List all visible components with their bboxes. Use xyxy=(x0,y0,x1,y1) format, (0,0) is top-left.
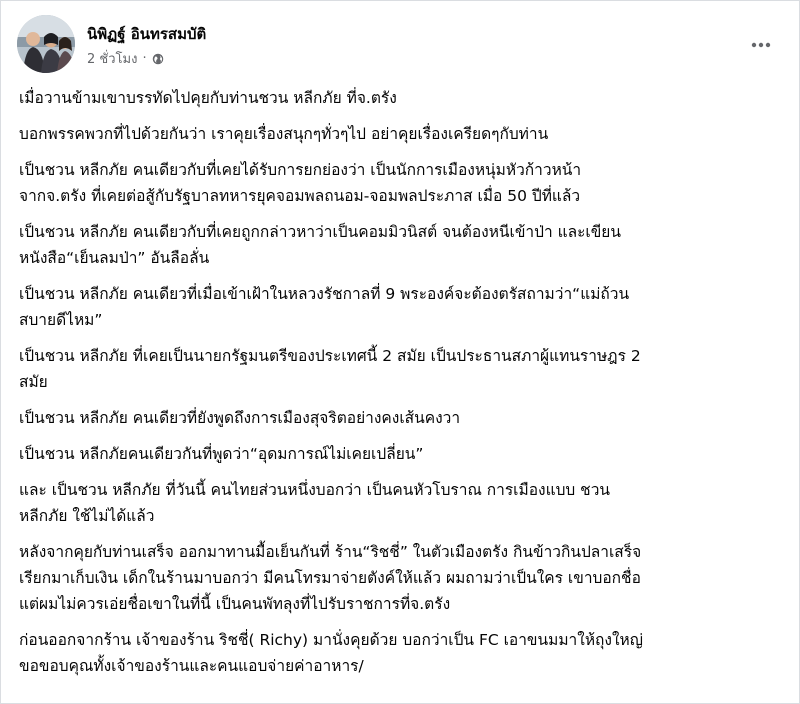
more-horizontal-icon xyxy=(751,42,771,48)
post-paragraph: บอกพรรคพวกที่ไปด้วยกันว่า เราคุยเรื่องสนุกๆทั่วๆไป อย่าคุยเรื่องเครียดๆกับท่าน xyxy=(19,125,549,143)
avatar[interactable] xyxy=(17,15,75,73)
post-paragraph: เป็นชวน หลีกภัย คนเดียวกับที่เคยได้รับการยกย่องว่า เป็นนักการเมืองหนุ่มหัวก้าวหน้า จากจ.ตรัง ที่เคยต่อสู้กับรัฐบาลทหารยุคจอมพลถนอม-จอมพลประภาส เมื่อ 50 ปีที่แล้ว xyxy=(19,161,582,205)
post-paragraph: เมื่อวานข้ามเขาบรรทัดไปคุยกับท่านชวน หลีกภัย ที่จ.ตรัง xyxy=(19,89,397,107)
post-body xyxy=(19,85,777,689)
post-paragraph: เป็นชวน หลีกภัย คนเดียวกับที่เคยถูกกล่าวหาว่าเป็นคอมมิวนิสต์ จนต้องหนีเข้าป่า และเขียน หนังสือ“เย็นลมป่า” อันลือลั่น xyxy=(19,223,621,267)
post-paragraph: และ เป็นชวน หลีกภัย ที่วันนี้ คนไทยส่วนหนึ่งบอกว่า เป็นคนหัวโบราณ การเมืองแบบ ชวน หลีกภัย ใช้ไม่ได้แล้ว xyxy=(19,481,610,525)
avatar-photo xyxy=(17,15,75,73)
globe-icon[interactable] xyxy=(152,53,164,65)
post-meta xyxy=(87,48,164,69)
post-paragraph: เป็นชวน หลีกภัย ที่เคยเป็นนายกรัฐมนตรีของประเทศนี้ 2 สมัย เป็นประธานสภาผู้แทนราษฎร 2 สมัย xyxy=(19,347,641,391)
post-timestamp[interactable]: 2 ชั่วโมง xyxy=(87,52,138,67)
post-paragraph: เป็นชวน หลีกภัย คนเดียวที่ยังพูดถึงการเมืองสุจริตอย่างคงเส้นคงวา xyxy=(19,409,461,427)
post-paragraph: หลังจากคุยกับท่านเสร็จ ออกมาทานมื้อเย็นกันที่ ร้าน“ริชชี่” ในตัวเมืองตรัง กินข้าวกินปลาเสร็จ เรียกมาเก็บเงิน เด็กในร้านมาบอกว่า มีคนโทรมาจ่ายตังค์ให้แล้ว ผมถามว่าเป็นใคร เขาบอกชื่อ แต่ผมไม่ควรเอ่ยชื่อเขาในที่นี้ เป็นคนพัทลุงที่ไปรับราชการที่จ.ตรัง xyxy=(19,543,642,613)
post-paragraph: เป็นชวน หลีกภัยคนเดียวกันที่พูดว่า“อุดมการณ์ไม่เคยเปลี่ยน” xyxy=(19,445,424,463)
more-options-button[interactable] xyxy=(743,27,779,63)
post-paragraph: ก่อนออกจากร้าน เจ้าของร้าน ริชชี่( Richy) มานั่งคุยด้วย บอกว่าเป็น FC เอาขนมมาให้ถุงใหญ่ ขอขอบคุณทั้งเจ้าของร้านและคนแอบจ่ายค่าอาหาร/ xyxy=(19,631,643,675)
post-paragraph: เป็นชวน หลีกภัย คนเดียวที่เมื่อเข้าเฝ้าในหลวงรัชกาลที่ 9 พระองค์จะต้องตรัสถามว่า“แม่ถ้วน สบายดีไหม” xyxy=(19,285,630,329)
author-name[interactable]: นิพิฏฐ์ อินทรสมบัติ xyxy=(87,25,207,43)
post-header xyxy=(17,15,783,75)
meta-separator: · xyxy=(142,51,147,66)
